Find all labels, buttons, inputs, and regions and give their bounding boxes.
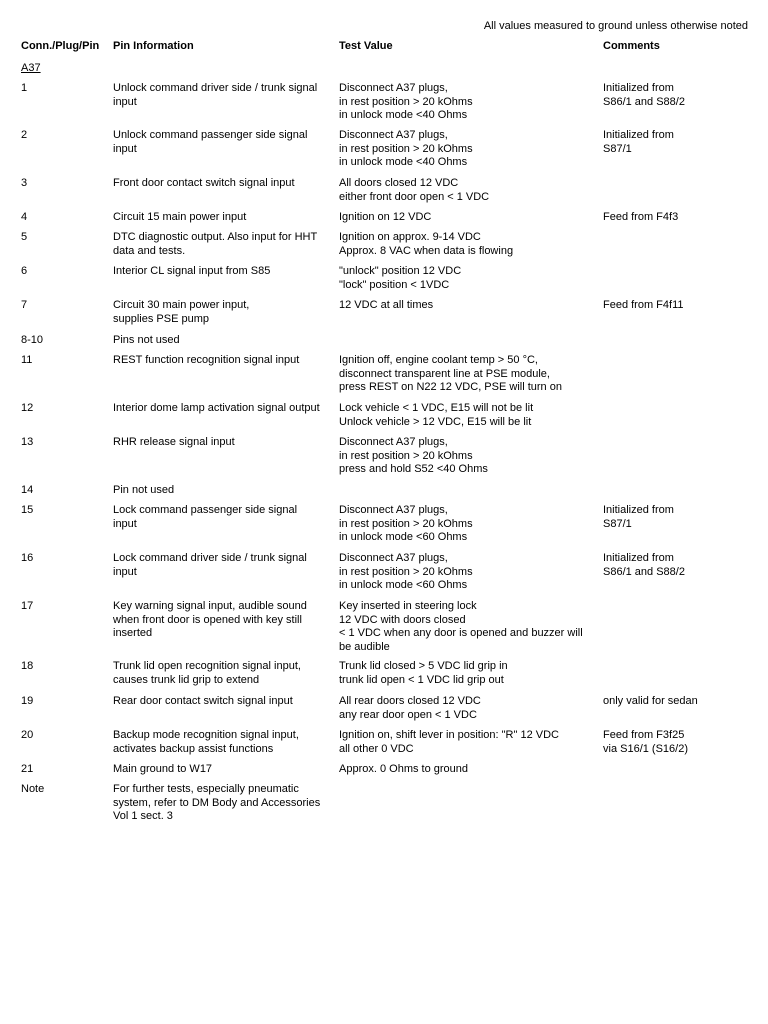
header-comments: Comments xyxy=(603,40,660,52)
pin-number: 5 xyxy=(21,231,28,243)
pin-number: 15 xyxy=(21,504,34,516)
test-value: Disconnect A37 plugs, in rest position > 20 kOhms press and hold S52 <40 Ohms xyxy=(339,436,488,475)
test-value: Disconnect A37 plugs, in rest position > 20 kOhms in unlock mode <40 Ohms xyxy=(339,129,473,168)
pin-information: Trunk lid open recognition signal input, causes trunk lid grip to extend xyxy=(113,660,301,686)
pin-number: 1 xyxy=(21,82,28,94)
pin-number: 7 xyxy=(21,299,28,311)
header-pin-information: Pin Information xyxy=(113,40,194,52)
pin-information: Pin not used xyxy=(113,484,175,496)
pin-information: Main ground to W17 xyxy=(113,763,213,775)
test-value: Disconnect A37 plugs, in rest position > 20 kOhms in unlock mode <60 Ohms xyxy=(339,504,473,543)
comments: only valid for sedan xyxy=(603,695,698,707)
pin-number: 14 xyxy=(21,484,34,496)
test-value: All rear doors closed 12 VDC any rear door open < 1 VDC xyxy=(339,695,481,721)
measurement-note: All values measured to ground unless otherwise noted xyxy=(483,20,748,32)
pin-number: 3 xyxy=(21,177,28,189)
pin-information: Unlock command driver side / trunk signal input xyxy=(113,82,318,108)
pin-number: 18 xyxy=(21,660,34,672)
pin-information: For further tests, especially pneumatic system, refer to DM Body and Accessories Vol 1 sect. 3 xyxy=(113,783,321,822)
test-value: Ignition off, engine coolant temp > 50 °C, disconnect transparent line at PSE module, press REST on N22 12 VDC, PSE will turn on xyxy=(339,354,562,393)
comments: Feed from F4f3 xyxy=(603,211,679,223)
pin-number: 13 xyxy=(21,436,34,448)
test-value: Ignition on 12 VDC xyxy=(339,211,432,223)
pin-number: 4 xyxy=(21,211,28,223)
pin-information: Unlock command passenger side signal input xyxy=(113,129,308,155)
pin-number: Note xyxy=(21,783,45,795)
comments: Feed from F3f25 via S16/1 (S16/2) xyxy=(603,729,688,755)
test-value: Ignition on, shift lever in position: "R" 12 VDC all other 0 VDC xyxy=(339,729,559,755)
pin-information: Circuit 30 main power input, supplies PSE pump xyxy=(113,299,250,325)
comments: Initialized from S86/1 and S88/2 xyxy=(603,82,685,108)
pin-information: Lock command driver side / trunk signal input xyxy=(113,552,307,578)
comments: Initialized from S87/1 xyxy=(603,504,674,530)
pin-information: RHR release signal input xyxy=(113,436,235,448)
test-value: Lock vehicle < 1 VDC, E15 will not be lit Unlock vehicle > 12 VDC, E15 will be lit xyxy=(339,402,534,428)
test-value: Disconnect A37 plugs, in rest position > 20 kOhms in unlock mode <60 Ohms xyxy=(339,552,473,591)
test-value: All doors closed 12 VDC either front door open < 1 VDC xyxy=(339,177,490,203)
pin-number: 2 xyxy=(21,129,28,141)
test-value: Approx. 0 Ohms to ground xyxy=(339,763,469,775)
pin-information: Lock command passenger side signal input xyxy=(113,504,298,530)
pin-number: 8-10 xyxy=(21,334,44,346)
pin-number: 20 xyxy=(21,729,34,741)
pin-information: Rear door contact switch signal input xyxy=(113,695,293,707)
test-value: Disconnect A37 plugs, in rest position > 20 kOhms in unlock mode <40 Ohms xyxy=(339,82,473,121)
header-test-value: Test Value xyxy=(339,40,393,52)
test-value: Ignition on approx. 9-14 VDC Approx. 8 VAC when data is flowing xyxy=(339,231,514,257)
comments: Initialized from S87/1 xyxy=(603,129,674,155)
pin-information: Interior dome lamp activation signal output xyxy=(113,402,320,414)
test-value: Trunk lid closed > 5 VDC lid grip in trunk lid open < 1 VDC lid grip out xyxy=(339,660,508,686)
pin-number: 6 xyxy=(21,265,28,277)
pin-information: REST function recognition signal input xyxy=(113,354,300,366)
comments: Initialized from S86/1 and S88/2 xyxy=(603,552,685,578)
pin-information: Pins not used xyxy=(113,334,180,346)
pin-information: Interior CL signal input from S85 xyxy=(113,265,271,277)
table-header xyxy=(0,40,768,56)
pin-number: 21 xyxy=(21,763,34,775)
pin-information: Key warning signal input, audible sound when front door is opened with key still inserted xyxy=(113,600,307,639)
pin-information: Backup mode recognition signal input, activates backup assist functions xyxy=(113,729,299,755)
pin-information: DTC diagnostic output. Also input for HHT data and tests. xyxy=(113,231,318,257)
pin-number: 17 xyxy=(21,600,34,612)
pin-information: Front door contact switch signal input xyxy=(113,177,295,189)
test-value: Key inserted in steering lock 12 VDC with doors closed < 1 VDC when any door is opened and buzzer will be audible xyxy=(339,600,583,653)
test-value: "unlock" position 12 VDC "lock" position < 1VDC xyxy=(339,265,462,291)
comments: Feed from F4f11 xyxy=(603,299,684,311)
pin-number: 19 xyxy=(21,695,34,707)
header-pin: Conn./Plug/Pin xyxy=(21,40,100,52)
connector-label: A37 xyxy=(21,62,41,74)
test-value: 12 VDC at all times xyxy=(339,299,434,311)
pin-information: Circuit 15 main power input xyxy=(113,211,247,223)
pin-number: 11 xyxy=(21,354,33,366)
pin-number: 12 xyxy=(21,402,34,414)
pin-number: 16 xyxy=(21,552,34,564)
